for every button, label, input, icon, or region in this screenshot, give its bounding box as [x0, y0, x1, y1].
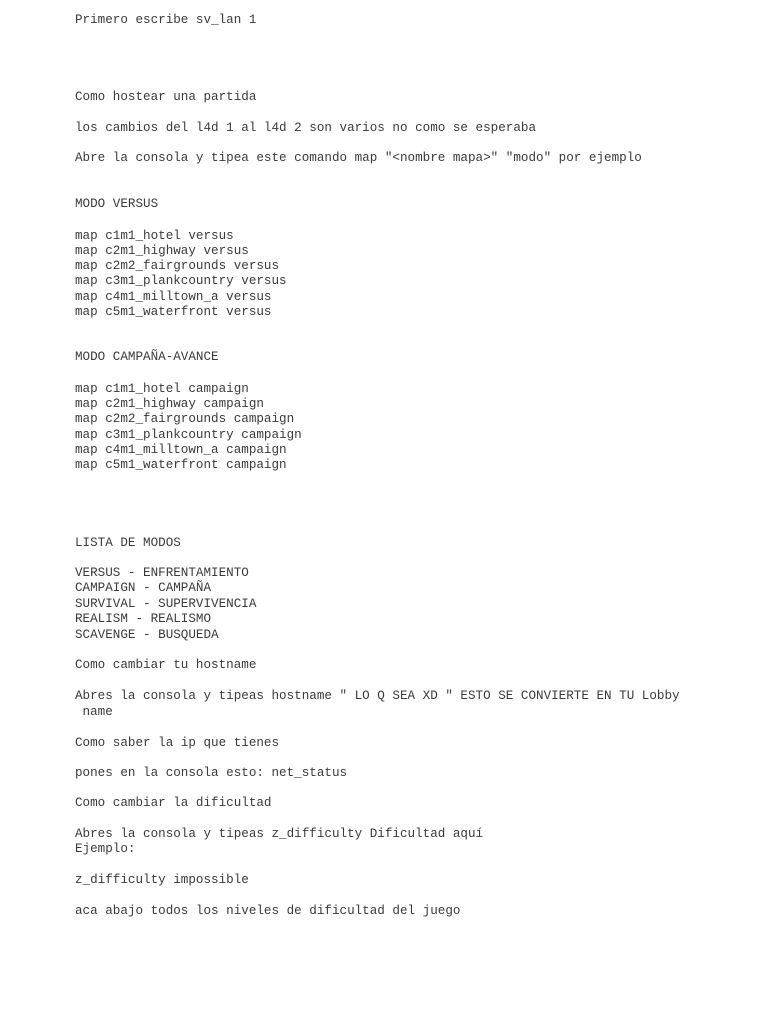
- command-line: map c4m1_milltown_a campaign: [75, 443, 287, 457]
- mode-item: CAMPAIGN - CAMPAÑA: [75, 581, 212, 595]
- mode-item: SURVIVAL - SUPERVIVENCIA: [75, 597, 257, 611]
- intro-line: Primero escribe sv_lan 1: [75, 13, 257, 27]
- command-line: map c5m1_waterfront versus: [75, 305, 272, 319]
- text-line: aca abajo todos los niveles de dificultad del juego: [75, 904, 461, 918]
- mode-item: SCAVENGE - BUSQUEDA: [75, 628, 219, 642]
- command-line: map c1m1_hotel versus: [75, 229, 234, 243]
- command-line: map c2m1_highway versus: [75, 244, 249, 258]
- text-line: name: [75, 705, 113, 719]
- command-line: map c3m1_plankcountry campaign: [75, 428, 302, 442]
- mode-item: VERSUS - ENFRENTAMIENTO: [75, 566, 249, 580]
- text-line: los cambios del l4d 1 al l4d 2 son varios no como se esperaba: [75, 121, 537, 135]
- section-heading-campaign: MODO CAMPAÑA-AVANCE: [75, 350, 219, 364]
- command-line: map c2m2_fairgrounds versus: [75, 259, 280, 273]
- section-heading-versus: MODO VERSUS: [75, 197, 159, 211]
- text-line: Abres la consola y tipeas hostname " LO Q SEA XD " ESTO SE CONVIERTE EN TU Lobby: [75, 689, 680, 703]
- command-line: map c4m1_milltown_a versus: [75, 290, 272, 304]
- section-heading-ip: Como saber la ip que tienes: [75, 736, 280, 750]
- command-line: map c3m1_plankcountry versus: [75, 274, 287, 288]
- text-line: Abres la consola y tipeas z_difficulty Dificultad aquí: [75, 827, 484, 841]
- section-heading-hostname: Como cambiar tu hostname: [75, 658, 257, 672]
- command-line: map c2m2_fairgrounds campaign: [75, 412, 295, 426]
- command-line: map c2m1_highway campaign: [75, 397, 264, 411]
- mode-item: REALISM - REALISMO: [75, 612, 212, 626]
- text-line: Ejemplo:: [75, 842, 136, 856]
- command-line: map c5m1_waterfront campaign: [75, 458, 287, 472]
- text-line: Abre la consola y tipea este comando map "<nombre mapa>" "modo" por ejemplo: [75, 151, 642, 165]
- section-heading-host: Como hostear una partida: [75, 90, 257, 104]
- section-heading-difficulty: Como cambiar la dificultad: [75, 796, 272, 810]
- text-line: pones en la consola esto: net_status: [75, 766, 348, 780]
- section-heading-modes: LISTA DE MODOS: [75, 536, 181, 550]
- command-line: z_difficulty impossible: [75, 873, 249, 887]
- command-line: map c1m1_hotel campaign: [75, 382, 249, 396]
